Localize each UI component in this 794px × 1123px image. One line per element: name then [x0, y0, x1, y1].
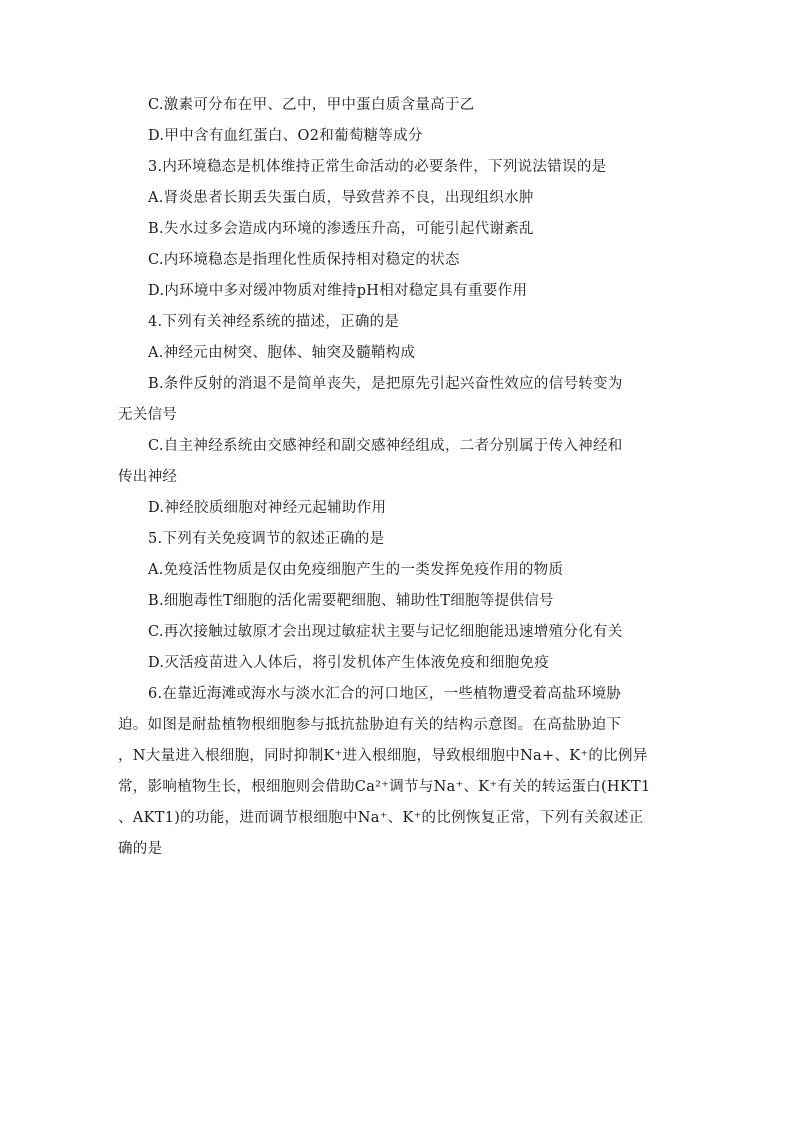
option-line: D.内环境中多对缓冲物质对维持pH相对稳定具有重要作用 — [148, 283, 528, 299]
question-stem-continued: 确的是 — [118, 841, 163, 857]
option-line-continued: 无关信号 — [118, 407, 178, 423]
question-text-block — [118, 90, 670, 865]
question-stem: 6.在靠近海滩或海水与淡水汇合的河口地区，一些植物遭受着高盐环境胁 — [148, 686, 622, 702]
option-line: A.免疫活性物质是仅由免疫细胞产生的一类发挥免疫作用的物质 — [148, 562, 564, 578]
option-line: C.激素可分布在甲、乙中，甲中蛋白质含量高于乙 — [148, 97, 475, 113]
option-line: D.神经胶质细胞对神经元起辅助作用 — [148, 500, 387, 516]
question-stem-continued: 常，影响植物生长，根细胞则会借助Ca²⁺调节与Na⁺、K⁺有关的转运蛋白(HKT1 — [118, 779, 651, 795]
option-line: B.条件反射的消退不是简单丧失，是把原先引起兴奋性效应的信号转变为 — [148, 376, 623, 392]
question-stem: 5.下列有关免疫调节的叙述正确的是 — [148, 531, 385, 547]
question-stem-continued: 迫。如图是耐盐植物根细胞参与抵抗盐胁迫有关的结构示意图。在高盐胁迫下 — [118, 717, 622, 733]
option-line: C.自主神经系统由交感神经和副交感神经组成，二者分别属于传入神经和 — [148, 438, 623, 454]
option-line: C.再次接触过敏原才会出现过敏症状主要与记忆细胞能迅速增殖分化有关 — [148, 624, 623, 640]
option-line-continued: 传出神经 — [118, 469, 178, 485]
option-line: D.甲中含有血红蛋白、O2和葡萄糖等成分 — [148, 128, 423, 144]
question-stem: 3.内环境稳态是机体维持正常生命活动的必要条件，下列说法错误的是 — [148, 159, 607, 175]
option-line: B.失水过多会造成内环境的渗透压升高，可能引起代谢紊乱 — [148, 221, 534, 237]
question-stem-continued: ，N大量进入根细胞，同时抑制K⁺进入根细胞，导致根细胞中Na+、K⁺的比例异 — [118, 748, 648, 764]
question-stem: 4.下列有关神经系统的描述，正确的是 — [148, 314, 400, 330]
option-line: B.细胞毒性T细胞的活化需要靶细胞、辅助性T细胞等提供信号 — [148, 593, 554, 609]
option-line: C.内环境稳态是指理化性质保持相对稳定的状态 — [148, 252, 460, 268]
option-line: A.肾炎患者长期丢失蛋白质，导致营养不良，出现组织水肿 — [148, 190, 534, 206]
question-stem-continued: 、AKT1)的功能，进而调节根细胞中Na⁺、K⁺的比例恢复正常，下列有关叙述正 — [118, 810, 644, 826]
option-line: D.灭活疫苗进入人体后，将引发机体产生体液免疫和细胞免疫 — [148, 655, 550, 671]
option-line: A.神经元由树突、胞体、轴突及髓鞘构成 — [148, 345, 416, 361]
